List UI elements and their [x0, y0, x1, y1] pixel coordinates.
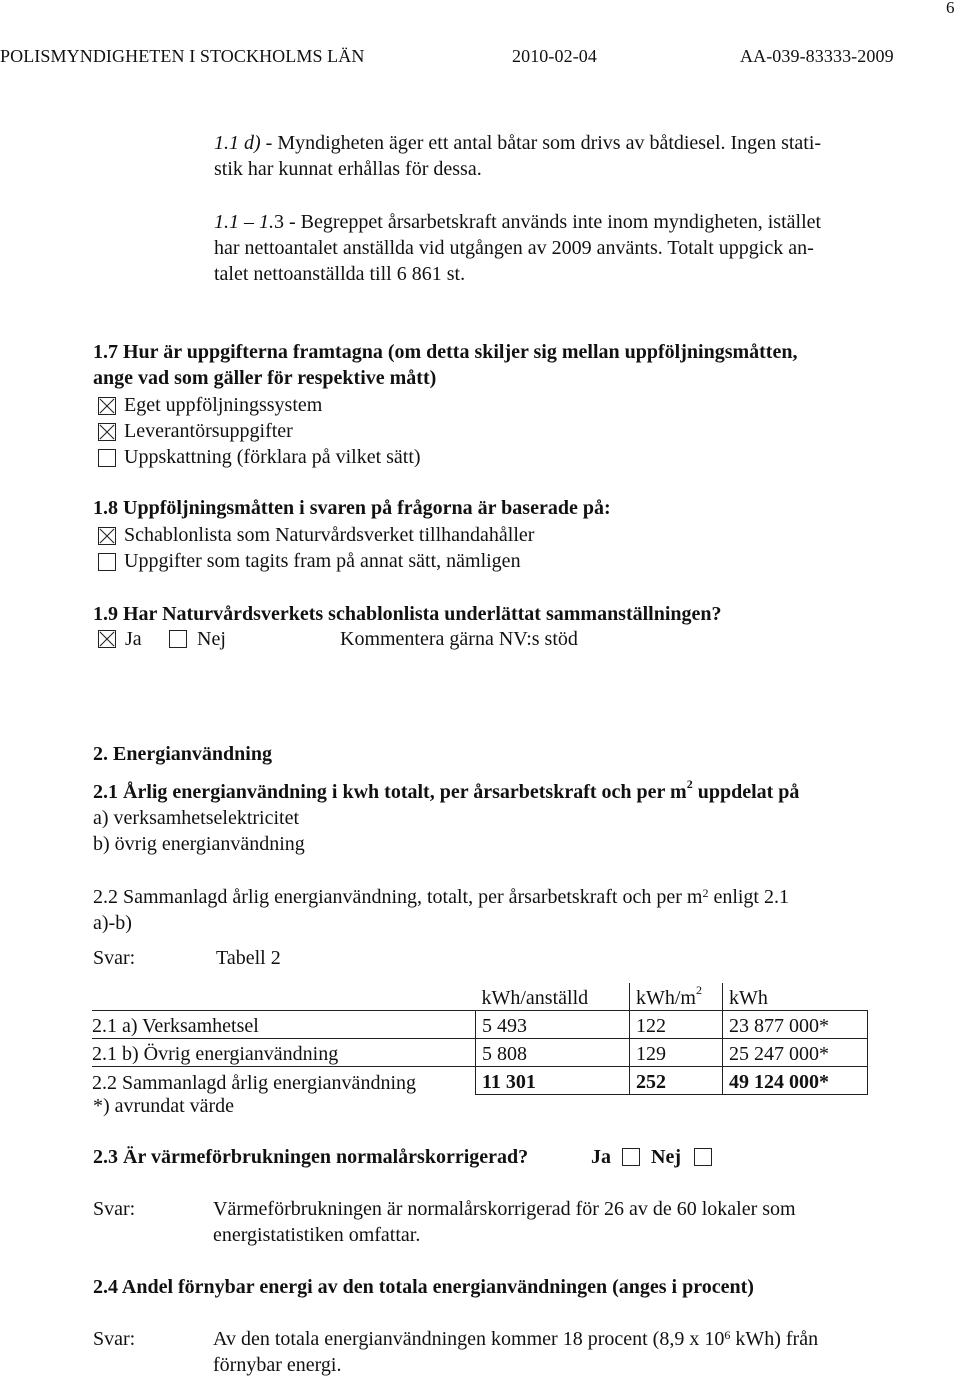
energy-table: [92, 983, 868, 1095]
checkbox-schablonlista[interactable]: [98, 527, 116, 545]
question-2-1-item-a: a) verksamhetselektricitet: [93, 807, 300, 829]
option-uppgifter-annat-satt-label: Uppgifter som tagits fram på annat sätt, nämligen: [124, 550, 521, 572]
answer-2-3-line1: Värmeförbrukningen är normalårskorrigerad för 26 av de 60 lokaler som: [213, 1198, 796, 1220]
question-1-9-comment: Kommentera gärna NV:s stöd: [340, 628, 578, 650]
answer-2-4-text-end: kWh) från: [730, 1328, 819, 1350]
answer-2-4-line1: [213, 1326, 818, 1352]
table-cell-total: 25 247 000*: [723, 1039, 868, 1067]
table-cell-per-employee: 5 808: [476, 1039, 630, 1067]
answer-2-4-line2: förnybar energi.: [213, 1354, 342, 1376]
question-2-1-title-end: uppdelat på: [692, 781, 800, 803]
table-cell-per-employee: 11 301: [476, 1067, 630, 1095]
note-1-1-1-3-text: 3 - Begreppet årsarbetskraft används inte inom myndigheten, istället: [274, 211, 822, 233]
svar-label-2-3: Svar:: [93, 1198, 136, 1220]
answer-2-4-superscript: 6: [724, 1328, 731, 1342]
question-1-7-title-line2: ange vad som gäller för respektive mått): [93, 367, 437, 389]
option-2-3-nej-label: Nej: [651, 1146, 681, 1168]
table-footnote: *) avrundat värde: [93, 1095, 235, 1117]
table-cell-per-m2: 252: [630, 1067, 723, 1095]
note-1-1-1-3-lead: 1.1 – 1.: [214, 211, 274, 233]
note-1-1-1-3-line1: [214, 209, 821, 235]
table-cell-per-m2: 129: [630, 1039, 723, 1067]
question-2-1-title: [93, 777, 800, 804]
checkbox-leverantorsuppgifter[interactable]: [98, 423, 116, 441]
note-1-1d-lead: 1.1 d): [214, 132, 261, 154]
page-number: 6: [946, 0, 955, 17]
question-2-1-superscript: 2: [686, 777, 693, 791]
table-row: [92, 1039, 868, 1067]
question-2-1-item-b: b) övrig energianvändning: [93, 833, 305, 855]
table-header-row: [92, 983, 868, 1011]
svar-label-2-2: Svar:: [93, 947, 136, 969]
checkbox-1-9-ja[interactable]: [98, 630, 116, 648]
table-header-per-m2: [630, 983, 723, 1011]
question-2-2-line2: a)-b): [93, 912, 132, 934]
table-row-label: 2.1 b) Övrig energianvändning: [92, 1039, 476, 1067]
question-2-2-text-end: enligt 2.1: [708, 886, 789, 908]
section-2-heading: 2. Energianvändning: [93, 743, 272, 765]
table-row: [92, 1011, 868, 1039]
note-1-1d-line2: stik har kunnat erhållas för dessa.: [214, 158, 482, 180]
table-cell-per-employee: 5 493: [476, 1011, 630, 1039]
answer-2-3-line2: energistatistiken omfattar.: [213, 1224, 421, 1246]
note-1-1-1-3-line3: talet nettoanställda till 6 861 st.: [214, 263, 466, 285]
option-schablonlista-label: Schablonlista som Naturvårdsverket tillhandahåller: [124, 524, 535, 546]
option-1-9-ja-label: Ja: [125, 628, 142, 650]
table-caption: Tabell 2: [216, 947, 281, 969]
question-2-2-superscript: 2: [702, 886, 709, 900]
checkbox-uppgifter-annat-satt[interactable]: [98, 553, 116, 571]
table-header-total: kWh: [729, 987, 768, 1009]
note-1-1-1-3-line2: har nettoantalet anställda vid utgången av 2009 använts. Totalt uppgick an-: [214, 237, 814, 259]
table-header-empty: [92, 983, 476, 1011]
table-row-label: 2.1 a) Verksamhetsel: [92, 1011, 476, 1039]
option-1-9-nej-label: Nej: [197, 628, 226, 650]
note-1-1d-text: - Myndigheten äger ett antal båtar som drivs av båtdiesel. Ingen stati-: [260, 132, 822, 154]
question-2-3-title: 2.3 Är värmeförbrukningen normalårskorrigerad?: [93, 1146, 529, 1168]
checkbox-2-3-nej[interactable]: [694, 1148, 712, 1166]
option-eget-uppfoljningssystem-label: Eget uppföljningssystem: [124, 394, 323, 416]
table-row-label: 2.2 Sammanlagd årlig energianvändning: [92, 1071, 416, 1094]
option-uppskattning-label: Uppskattning (förklara på vilket sätt): [124, 446, 421, 468]
header-date: 2010-02-04: [512, 46, 597, 66]
option-2-3-ja-label: Ja: [591, 1146, 611, 1168]
note-1-1d-line1: [214, 130, 821, 156]
question-1-7-title-line1: 1.7 Hur är uppgifterna framtagna (om detta skiljer sig mellan uppföljningsmåtten,: [93, 341, 798, 363]
question-2-2-line1: [93, 884, 789, 910]
table-cell-total: 49 124 000*: [723, 1067, 868, 1095]
option-leverantorsuppgifter-label: Leverantörsuppgifter: [124, 420, 293, 442]
table-header-per-employee: kWh/anställd: [476, 983, 630, 1011]
checkbox-1-9-nej[interactable]: [169, 630, 187, 648]
checkbox-uppskattning[interactable]: [98, 449, 116, 467]
table-cell-per-m2: 122: [630, 1011, 723, 1039]
checkbox-2-3-ja[interactable]: [622, 1148, 640, 1166]
table-header-per-m2-superscript: 2: [696, 983, 702, 997]
question-1-9-title: 1.9 Har Naturvårdsverkets schablonlista underlättat sammanställningen?: [93, 603, 722, 625]
question-2-4-title: 2.4 Andel förnybar energi av den totala energianvändningen (anges i procent): [93, 1276, 754, 1298]
question-2-1-title-text: 2.1 Årlig energianvändning i kwh totalt, per årsarbetskraft och per m: [93, 781, 687, 803]
question-2-2-text: 2.2 Sammanlagd årlig energianvändning, totalt, per årsarbetskraft och per m: [93, 886, 703, 908]
header-reference: AA-039-83333-2009: [740, 46, 894, 66]
checkbox-eget-uppfoljningssystem[interactable]: [98, 397, 116, 415]
table-header-per-m2-text: kWh/m: [636, 987, 696, 1009]
question-1-8-title: 1.8 Uppföljningsmåtten i svaren på frågorna är baserade på:: [93, 497, 611, 519]
svar-label-2-4: Svar:: [93, 1328, 136, 1350]
answer-2-4-text: Av den totala energianvändningen kommer 18 procent (8,9 x 10: [213, 1328, 725, 1350]
table-row: [92, 1067, 868, 1095]
header-organization: POLISMYNDIGHETEN I STOCKHOLMS LÄN: [0, 46, 365, 66]
table-cell-total: 23 877 000*: [723, 1011, 868, 1039]
